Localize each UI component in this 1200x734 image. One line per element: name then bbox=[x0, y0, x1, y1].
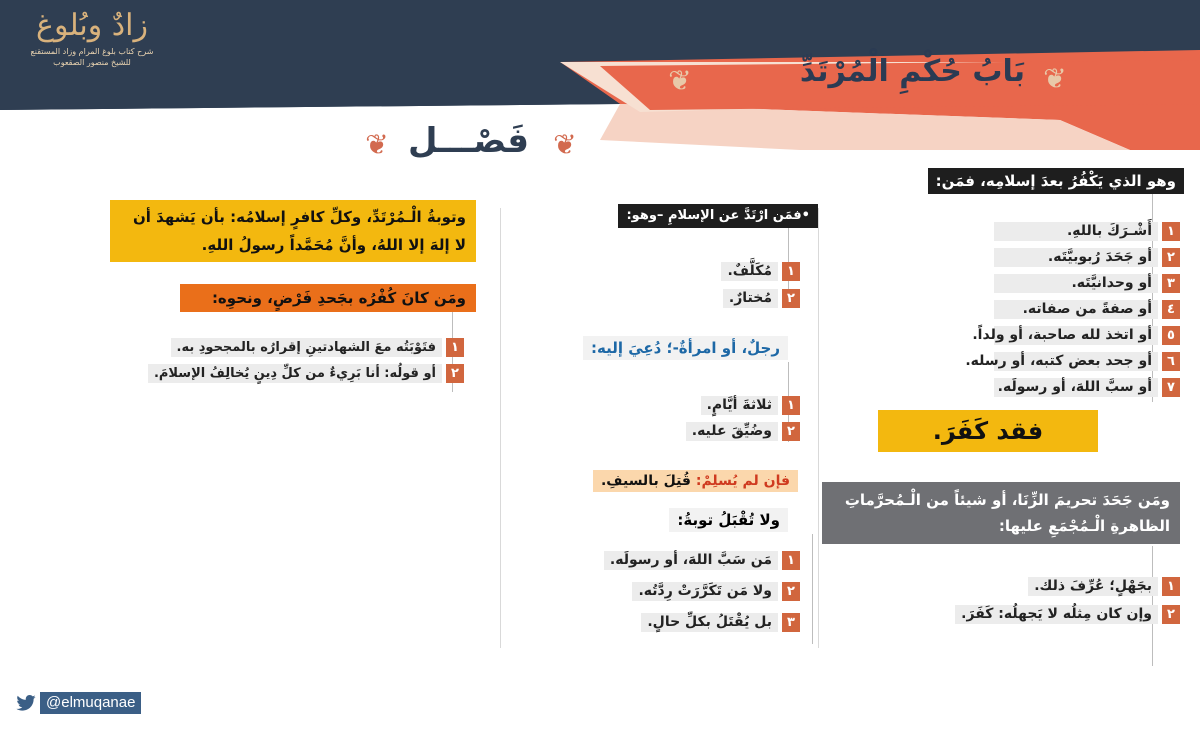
list-item bbox=[700, 289, 800, 308]
list-item bbox=[594, 582, 800, 601]
twitter-handle-text[interactable]: @elmuqanae bbox=[40, 692, 141, 714]
item-text: بل يُقْتَلُ بكلِّ حالٍ. bbox=[641, 613, 778, 632]
item-number: ٢ bbox=[782, 289, 800, 308]
list-item bbox=[990, 248, 1180, 267]
item-number: ١ bbox=[782, 262, 800, 281]
item-text: وإن كان مِثلُه لا يَجهلُه: كَفَرَ. bbox=[955, 605, 1158, 624]
logo bbox=[12, 6, 172, 98]
gray-box bbox=[822, 482, 1180, 544]
orange-box: ومَن كانَ كُفْرُه بجَحدِ فَرْضٍ، ونحوِه: bbox=[180, 284, 476, 312]
list-item bbox=[680, 422, 800, 441]
twitter-icon bbox=[16, 695, 36, 711]
ornament-icon: ❦ bbox=[1043, 62, 1067, 95]
column-divider bbox=[818, 208, 819, 648]
item-text: بجَهْلٍ؛ عُرِّفَ ذلك. bbox=[1028, 577, 1158, 596]
list-item bbox=[965, 352, 1180, 371]
item-text: مَن سَبَّ اللهَ، أو رسولَه. bbox=[604, 551, 778, 570]
item-text: أو اتخذ لله صاحبة، أو ولداً. bbox=[994, 326, 1158, 345]
item-number: ١ bbox=[782, 396, 800, 415]
list-item bbox=[700, 262, 800, 281]
logo-text: زادٌ وبُلوغ bbox=[36, 8, 148, 43]
item-text: أو سبَّ اللهَ، أو رسولَه. bbox=[994, 378, 1158, 397]
item-number: ٤ bbox=[1162, 300, 1180, 319]
item-number: ٣ bbox=[782, 613, 800, 632]
yellow-box bbox=[110, 200, 476, 262]
item-number: ١ bbox=[446, 338, 464, 357]
no-repent-heading: ولا تُقْبَلُ توبةُ: bbox=[669, 508, 788, 532]
consequence-box bbox=[593, 470, 798, 492]
right-heading: وهو الذي يَكْفُرُ بعدَ إسلامِه، فمَن: bbox=[928, 168, 1184, 194]
ornament-icon: ❦ bbox=[668, 64, 692, 97]
item-number: ١ bbox=[782, 551, 800, 570]
consequence-condition: فإن لم يُسلِمْ: bbox=[695, 473, 790, 489]
item-text: أو صفةً من صفاته. bbox=[994, 300, 1158, 319]
item-text: فتَوْبَتُه معَ الشهادتينِ إقرارُه بالمجحودِ به. bbox=[171, 338, 442, 357]
list-item bbox=[990, 378, 1180, 397]
item-number: ٢ bbox=[782, 582, 800, 601]
item-text: أو جَحَدَ رُبوبيَّتَه. bbox=[994, 248, 1158, 267]
verdict-box: فقد كَفَرَ. bbox=[878, 410, 1098, 452]
divider bbox=[812, 534, 813, 644]
item-number: ٢ bbox=[782, 422, 800, 441]
mid-subheading: رجلٌ، أو امرأةٌ-؛ دُعِيَ إليه: bbox=[583, 336, 788, 360]
item-text: أو جحد بعض كتبه، أو رسله. bbox=[994, 352, 1158, 371]
list-item bbox=[680, 396, 800, 415]
yellow-box-line: وتوبةُ الْـمُرْتَدِّ، وكلِّ كافرٍ إسلامُه: بأن يَشهدَ أن bbox=[132, 208, 466, 226]
ornament-icon: ❦ bbox=[365, 128, 389, 161]
item-text: أو وحدانيَّتَه. bbox=[994, 274, 1158, 293]
mid-heading: •فمَن ارْتَدَّ عن الإسلامِ –وهو: bbox=[618, 204, 818, 228]
item-text: ولا مَن تَكَرَّرَتْ رِدَّتُه. bbox=[632, 582, 778, 601]
item-number: ٧ bbox=[1162, 378, 1180, 397]
item-text: ثلاثةَ أيَّامٍ. bbox=[701, 396, 778, 415]
logo-subtitle: شرح كتاب بلوغ المرام وزاد المستقنع bbox=[30, 47, 154, 56]
item-text: مُختارٌ. bbox=[723, 289, 778, 308]
section-title: فَصْـــل bbox=[408, 121, 529, 161]
list-item bbox=[900, 605, 1180, 624]
item-number: ١ bbox=[1162, 577, 1180, 596]
item-text: وضُيِّقَ عليه. bbox=[686, 422, 778, 441]
item-number: ٢ bbox=[1162, 248, 1180, 267]
list-item bbox=[594, 613, 800, 632]
logo-author: للشيخ منصور الصقعوب bbox=[53, 58, 131, 67]
ornament-icon: ❦ bbox=[553, 128, 577, 161]
item-text: مُكَلَّفٌ. bbox=[721, 262, 778, 281]
item-number: ٦ bbox=[1162, 352, 1180, 371]
gray-box-line: الظاهرةِ الْـمُجْمَعِ عليها: bbox=[998, 517, 1170, 535]
list-item bbox=[164, 338, 464, 357]
list-item bbox=[153, 364, 464, 383]
list-item bbox=[990, 222, 1180, 241]
item-number: ٥ bbox=[1162, 326, 1180, 345]
list-item bbox=[990, 300, 1180, 319]
item-text: أو قولُه: أنا بَرِيءٌ من كلِّ دِينٍ يُخالِفُ الإسلامَ. bbox=[148, 364, 442, 383]
list-item bbox=[1010, 577, 1180, 596]
page-title: بَابُ حُكْمِ الْمُرْتَدِّ bbox=[799, 54, 1025, 89]
item-number: ١ bbox=[1162, 222, 1180, 241]
column-divider bbox=[500, 208, 501, 648]
list-item bbox=[594, 551, 800, 570]
item-text: أَشْـرَكَ باللهِ. bbox=[994, 222, 1158, 241]
item-number: ٣ bbox=[1162, 274, 1180, 293]
item-number: ٢ bbox=[446, 364, 464, 383]
list-item bbox=[972, 326, 1180, 345]
item-number: ٢ bbox=[1162, 605, 1180, 624]
list-item bbox=[990, 274, 1180, 293]
consequence-result: قُتِلَ بالسيفِ. bbox=[600, 473, 696, 489]
gray-box-line: ومَن جَحَدَ تحريمَ الزِّنَا، أو شيئاً من الْـمُحرَّماتِ bbox=[844, 491, 1170, 509]
yellow-box-line: لا إلهَ إلا اللهُ، وأنَّ مُحَمَّداً رسولُ اللهِ. bbox=[201, 236, 466, 254]
